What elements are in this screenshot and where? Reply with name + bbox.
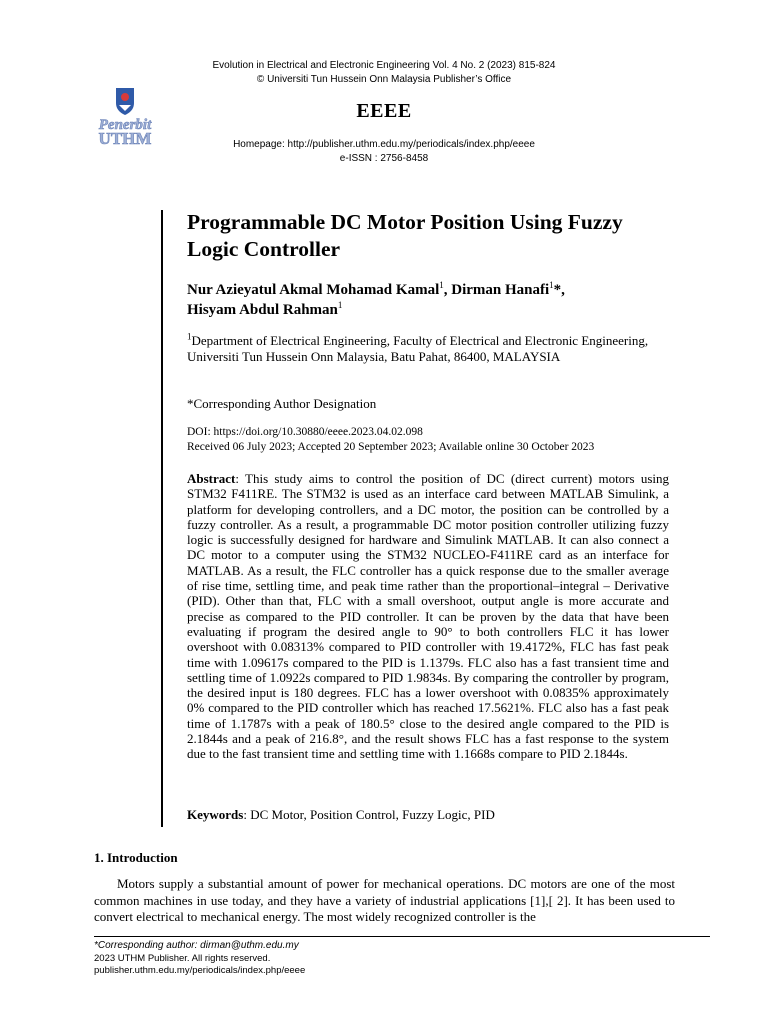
received-dates: Received 06 July 2023; Accepted 20 September 2023; Available online 30 October 2023 [187, 441, 595, 453]
journal-abbrev: EEEE [356, 100, 412, 122]
svg-text:Penerbit: Penerbit [98, 117, 152, 133]
corresponding-email: *Corresponding author: dirman@uthm.edu.my [94, 940, 299, 951]
doi-block [187, 425, 669, 455]
author-affil-sup: 1 [439, 280, 444, 290]
author-name: Nur Azieyatul Akmal Mohamad Kamal [187, 282, 440, 298]
abstract-label: Abstract [187, 471, 236, 486]
author-name: Hisyam Abdul Rahman [187, 302, 338, 318]
eissn: e-ISSN : 2756-8458 [339, 153, 429, 164]
copyright: 2023 UTHM Publisher. All rights reserved. [94, 952, 271, 964]
publisher-line: © Universiti Tun Hussein Onn Malaysia Publisher’s Office [256, 74, 512, 85]
affil-line-2: Universiti Tun Hussein Onn Malaysia, Batu Pahat, 86400, MALAYSIA [187, 349, 561, 364]
journal-header [0, 59, 768, 87]
journal-homepage-block [0, 138, 768, 166]
affiliation [187, 333, 669, 365]
keywords-text: : DC Motor, Position Control, Fuzzy Logic, PID [243, 807, 495, 822]
article-title: Programmable DC Motor Position Using Fuzzy Logic Controller [187, 210, 623, 261]
keywords [187, 807, 669, 823]
author-affil-sup: 1 [337, 300, 343, 310]
keywords-label: Keywords [187, 807, 244, 822]
author-affil-sup: 1 [549, 280, 554, 290]
author-list: Nur Azieyatul Akmal Mohamad Kamal$^1$, Dirman Hanafi$^1$*, Hisyam Abdul Rahman$^1$ [187, 280, 565, 318]
footer-site-link[interactable]: publisher.uthm.edu.my/periodicals/index.php/eeee [94, 965, 306, 976]
doi-link[interactable]: DOI: https://doi.org/10.30880/eeee.2023.04.02.098 [187, 426, 423, 438]
abstract [187, 471, 669, 762]
journal-citation: Evolution in Electrical and Electronic Engineering Vol. 4 No. 2 (2023) 815-824 [212, 60, 556, 71]
author-name: Dirman Hanafi [451, 282, 550, 298]
article-left-rule [161, 210, 163, 827]
abstract-text: : This study aims to control the position of DC (direct current) motors using STM32 F411RE. The STM32 is used as an interface card between MATLAB Simulink, a platform for developing controllers, and a DC motor, the position can be controlled by a fuzzy controller. As a result, a programmable DC motor position controller utilizing fuzzy logic is successfully designed for hardware and Simulink MATLAB. It can also connect a DC motor to a computer using the STM32 NUCLEO-F411RE card as an interface for MATLAB. As a result, the FLC controller has a quick response due to the smaller average of rise time, settling time, and peak time rather than the proportional–integral – Derivative (PID). Other than that, FLC with a small overshoot, output angle is more accurate and precise as compared to the PID controller. It can be proven by the data that have been evaluating if program the desired angle to 90° to both controllers FLC it has lower overshoot with 0.08313% compared to PID controller with 19.4172%, FLC has fast peak time with 1.09617s compared to the PID is 1.1379s. FLC also has a fast transient time and settling time of 1.0922s compared to PID 1.9834s. By comparing the controller by program, the desired input is 180 degrees. FLC has a lower overshoot with 0.0835% approximately 0% compared to the PID controller which has reached 17.5621%. FLC also has a fast peak time of 1.1787s with a peak of 180.5° close to the desired angle compared to the PID is 2.1844s and a peak of 216.8°, and the result shows FLC has a fast response to the system due to the fast transient time and settling time with 1.1668s compare to PID 2.1844s. [187, 471, 669, 762]
affil-line-1: Department of Electrical Engineering, Faculty of Electrical and Electronic Engineering, [191, 333, 649, 348]
homepage-url[interactable]: Homepage: http://publisher.uthm.edu.my/periodicals/index.php/eeee [233, 139, 535, 150]
section-heading-introduction: 1. Introduction [94, 850, 178, 865]
affil-sup: 1 [187, 331, 192, 342]
corresponding-designation: *Corresponding Author Designation [187, 396, 377, 411]
footer-divider [94, 936, 710, 937]
page-footer [94, 940, 305, 978]
corresponding-mark: * [553, 282, 562, 298]
svg-text:UTHM: UTHM [98, 129, 152, 147]
introduction-paragraph: Motors supply a substantial amount of power for mechanical operations. DC motors are one of the most common machines in use today, and they have a variety of industrial applications [1],[ 2]. It has been used to convert electrical to mechanical energy. The most widely recognized controller is the [94, 876, 675, 924]
